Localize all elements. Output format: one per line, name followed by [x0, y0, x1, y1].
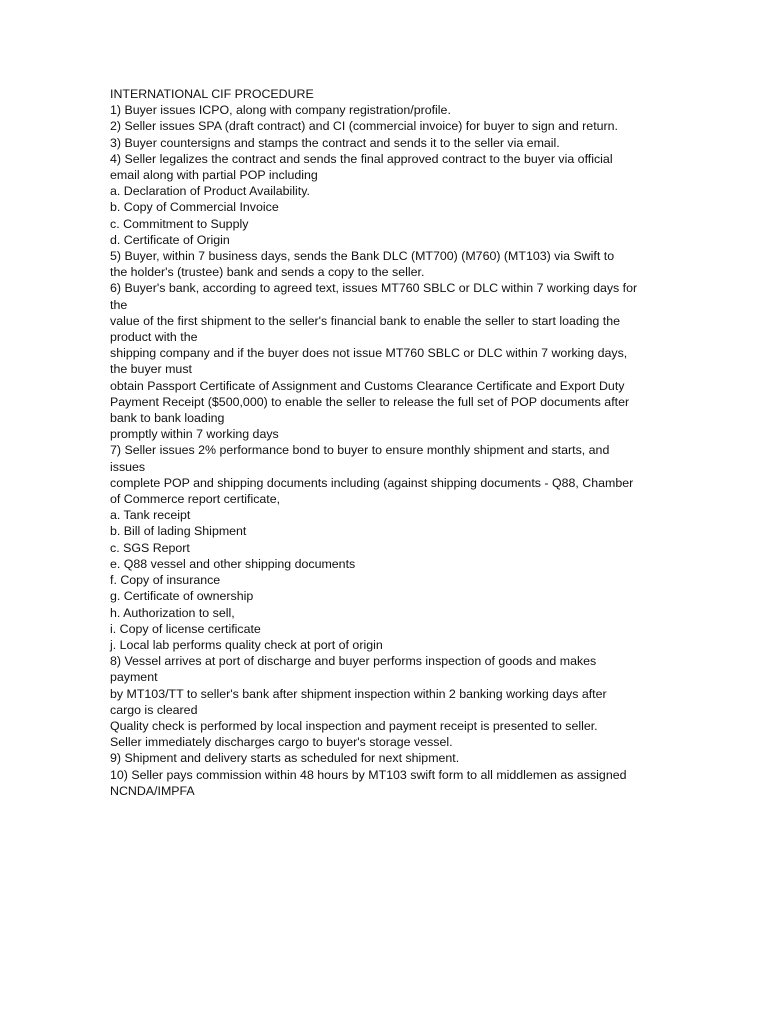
step-7-item-a: a. Tank receipt	[110, 508, 191, 523]
step-6-continued: the	[110, 297, 128, 312]
step-7-item-i: i. Copy of license certificate	[110, 621, 261, 636]
step-7-item-g: g. Certificate of ownership	[110, 589, 254, 604]
step-8-continued: by MT103/TT to seller's bank after shipment inspection within 2 banking working days after	[110, 686, 607, 701]
step-7-item-h: h. Authorization to sell,	[110, 605, 235, 620]
step-6: 6) Buyer's bank, according to agreed text, issues MT760 SBLC or DLC within 7 working days for	[110, 281, 638, 296]
step-6-continued: Payment Receipt ($500,000) to enable the seller to release the full set of POP documents after	[110, 394, 630, 409]
step-3: 3) Buyer countersigns and stamps the contract and sends it to the seller via email.	[110, 135, 560, 150]
step-6-continued: value of the first shipment to the seller's financial bank to enable the seller to start loading the	[110, 313, 620, 328]
document-body	[110, 86, 662, 799]
step-6-continued: product with the	[110, 330, 198, 345]
step-7-item-b: b. Bill of lading Shipment	[110, 524, 247, 539]
step-4-item-d: d. Certificate of Origin	[110, 232, 230, 247]
step-1: 1) Buyer issues ICPO, along with company registration/profile.	[110, 103, 451, 118]
step-8-continued: payment	[110, 670, 158, 685]
step-10: 10) Seller pays commission within 48 hours by MT103 swift form to all middlemen as assigned	[110, 767, 627, 782]
step-9: 9) Shipment and delivery starts as scheduled for next shipment.	[110, 751, 460, 766]
step-8-continued: Quality check is performed by local inspection and payment receipt is presented to seller.	[110, 718, 598, 733]
step-7-continued: of Commerce report certificate,	[110, 492, 281, 507]
step-4-item-a: a. Declaration of Product Availability.	[110, 184, 310, 199]
step-4-item-c: c. Commitment to Supply	[110, 216, 249, 231]
step-7-item-e: e. Q88 vessel and other shipping documents	[110, 556, 356, 571]
step-6-continued: shipping company and if the buyer does not issue MT760 SBLC or DLC within 7 working days,	[110, 346, 628, 361]
step-8-continued: cargo is cleared	[110, 702, 198, 717]
step-7-item-c: c. SGS Report	[110, 540, 190, 555]
step-8-continued: Seller immediately discharges cargo to buyer's storage vessel.	[110, 735, 453, 750]
step-6-continued: obtain Passport Certificate of Assignment and Customs Clearance Certificate and Export Duty	[110, 378, 625, 393]
step-8: 8) Vessel arrives at port of discharge and buyer performs inspection of goods and makes	[110, 654, 597, 669]
step-7-item-j: j. Local lab performs quality check at port of origin	[110, 637, 383, 652]
step-4: 4) Seller legalizes the contract and sends the final approved contract to the buyer via official	[110, 151, 613, 166]
step-5-continued: the holder's (trustee) bank and sends a copy to the seller.	[110, 265, 425, 280]
step-5: 5) Buyer, within 7 business days, sends the Bank DLC (MT700) (M760) (MT103) via Swift to	[110, 249, 615, 264]
step-7-continued: issues	[110, 459, 146, 474]
document-title: INTERNATIONAL CIF PROCEDURE	[110, 87, 314, 101]
step-7-continued: complete POP and shipping documents including (against shipping documents - Q88, Chamber	[110, 475, 634, 490]
step-7-item-f: f. Copy of insurance	[110, 573, 221, 588]
step-6-continued: promptly within 7 working days	[110, 427, 279, 442]
step-2: 2) Seller issues SPA (draft contract) and CI (commercial invoice) for buyer to sign and return.	[110, 119, 618, 134]
step-6-continued: the buyer must	[110, 362, 192, 377]
step-10-continued: NCNDA/IMPFA	[110, 783, 195, 798]
step-4-item-b: b. Copy of Commercial Invoice	[110, 200, 279, 215]
step-4-continued: email along with partial POP including	[110, 168, 318, 183]
step-7: 7) Seller issues 2% performance bond to buyer to ensure monthly shipment and starts, and	[110, 443, 610, 458]
step-6-continued: bank to bank loading	[110, 411, 225, 426]
